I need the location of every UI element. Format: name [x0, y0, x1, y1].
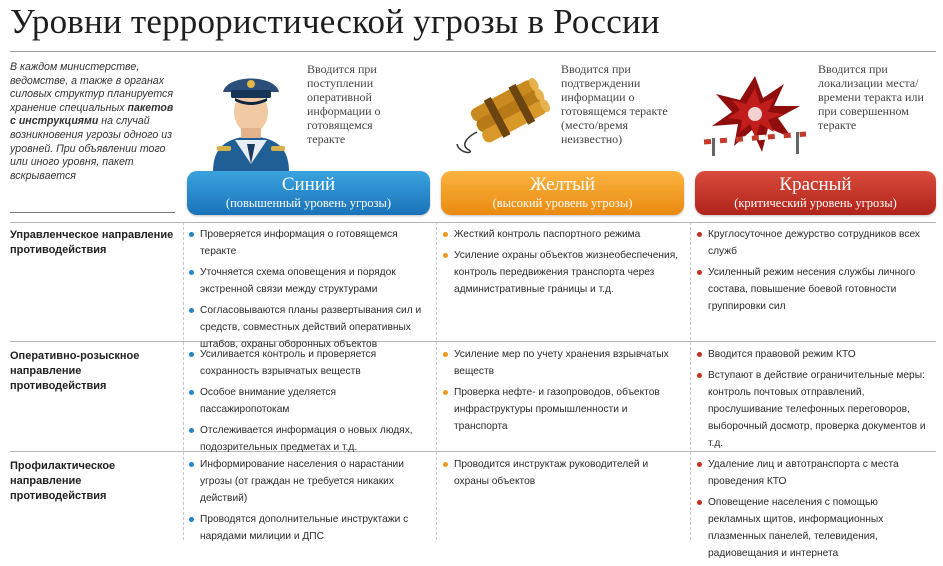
list-item: [441, 346, 681, 380]
item-text: Проводятся дополнительные инструктажи с нарядами милиции и ДПС: [200, 514, 409, 542]
level-subtitle: (повышенный уровень угрозы): [225, 196, 392, 210]
bullet-icon: [443, 390, 448, 395]
list-item: [441, 226, 681, 243]
police-officer-icon: [205, 60, 297, 172]
cell-preventive-yellow: [441, 456, 681, 494]
level-subtitle: (критический уровень угрозы): [734, 196, 897, 210]
intro-part-2: на случай возникновения угрозы одного из уровней. При объявлении того или иного уровня, пакет вскрывается: [10, 115, 173, 182]
item-text: Усиливается контроль и проверяется сохранность взрывчатых веществ: [200, 349, 377, 377]
item-text: Согласовываются планы развертывания сил и средств, совместных действий оперативных штабов, охраны оборонных объектов: [200, 305, 422, 350]
bullet-icon: [443, 253, 448, 258]
cell-preventive-red: [695, 456, 929, 566]
list-item: [187, 226, 425, 260]
row-divider: [10, 222, 936, 223]
item-text: Информирование населения о нарастании угрозы (от граждан не требуется никаких действий): [200, 459, 404, 504]
yellow-level-intro: Вводится при подтверждении информации о готовящемся теракте (место/время неизвестно): [561, 62, 668, 146]
bullet-icon: [189, 517, 194, 522]
list-item: [187, 346, 425, 380]
row-divider: [10, 341, 936, 342]
bullet-icon: [189, 390, 194, 395]
blue-level-intro: Вводится при поступлении оперативной информации о готовящемся теракте: [307, 62, 381, 146]
list-item: [187, 422, 425, 456]
item-text: Проверка нефте- и газопроводов, объектов инфраструктуры промышленности и транспорта: [454, 387, 660, 432]
list-item: [441, 384, 681, 435]
list-item: [187, 456, 425, 507]
bullet-icon: [697, 352, 702, 357]
list-item: [695, 494, 929, 562]
row-label-management: Управленческое направление противодействия: [10, 229, 174, 256]
item-text: Отслеживается информация о новых людях, подозрительных предметах и т.д.: [200, 425, 413, 453]
cell-management-yellow: [441, 226, 681, 302]
list-item: [695, 264, 927, 315]
intro-text: [10, 61, 182, 183]
bullet-icon: [697, 500, 702, 505]
item-text: Уточняется схема оповещения и порядок экстренной связи между структурами: [200, 267, 396, 295]
dynamite-icon: [455, 74, 555, 156]
bullet-icon: [189, 428, 194, 433]
item-text: Усиленный режим несения службы личного состава, повышение боевой готовности группировки сил: [708, 267, 916, 312]
title-divider: [10, 51, 936, 52]
bullet-icon: [443, 232, 448, 237]
item-text: Проверяется информация о готовящемся теракте: [200, 229, 398, 257]
red-level-intro: Вводится при локализации места/времени теракта или при совершенном теракте: [818, 62, 924, 132]
intro-bold: пакетов с инструкциями: [10, 101, 174, 128]
item-text: Проводится инструктаж руководителей и охраны объектов: [454, 459, 649, 487]
column-divider: [436, 222, 437, 540]
item-text: Круглосуточное дежурство сотрудников всех служб: [708, 229, 920, 257]
column-divider: [183, 222, 184, 540]
item-text: Удаление лиц и автотранспорта с места проведения КТО: [708, 459, 899, 487]
cell-management-blue: [187, 226, 425, 357]
cell-operational-red: [695, 346, 931, 456]
item-text: Усиление охраны объектов жизнеобеспечения, контроль передвижения транспорта через административные границы и т.д.: [454, 250, 679, 295]
level-red-header: [695, 171, 936, 215]
item-text: Оповещение населения с помощью рекламных щитов, информационных плазменных панелей, телевидения, радиовещания и интернета: [708, 497, 884, 559]
item-text: Вступают в действие ограничительные меры: контроль почтовых отправлений, прослушивание телефонных переговоров, выборочный досмотр, проверка документов и т.д.: [708, 370, 926, 449]
level-blue-header: [187, 171, 430, 215]
level-subtitle: (высокий уровень угрозы): [492, 196, 633, 210]
cell-management-red: [695, 226, 927, 319]
bullet-icon: [189, 308, 194, 313]
level-name: Синий: [281, 174, 336, 195]
row-label-preventive: Профилактическое направление противодействия: [10, 460, 116, 502]
intro-part-1: В каждом министерстве, ведомстве, а также в органах силовых структур планируется хранение специальных: [10, 61, 173, 114]
bullet-icon: [697, 373, 702, 378]
intro-divider: [10, 212, 175, 213]
bullet-icon: [443, 352, 448, 357]
bullet-icon: [189, 352, 194, 357]
item-text: Вводится правовой режим КТО: [708, 349, 856, 360]
page-title: Уровни террористической угрозы в России: [10, 2, 660, 41]
level-name: Желтый: [529, 174, 596, 195]
bullet-icon: [697, 270, 702, 275]
list-item: [695, 456, 929, 490]
bullet-icon: [697, 232, 702, 237]
list-item: [695, 226, 927, 260]
bullet-icon: [189, 232, 194, 237]
list-item: [441, 247, 681, 298]
item-text: Жесткий контроль паспортного режима: [454, 229, 641, 240]
column-divider: [690, 222, 691, 540]
list-item: [695, 367, 931, 452]
list-item: [187, 511, 425, 545]
list-item: [187, 384, 425, 418]
cell-preventive-blue: [187, 456, 425, 549]
cell-operational-yellow: [441, 346, 681, 439]
cell-operational-blue: [187, 346, 425, 460]
item-text: Усиление мер по учету хранения взрывчатых веществ: [454, 349, 669, 377]
bullet-icon: [189, 270, 194, 275]
bullet-icon: [443, 462, 448, 467]
list-item: [187, 264, 425, 298]
item-text: Особое внимание уделяется пассажиропотокам: [200, 387, 336, 415]
row-label-operational: Оперативно-розыскное направление противодействия: [10, 350, 140, 392]
bullet-icon: [697, 462, 702, 467]
explosion-icon: [700, 72, 810, 162]
list-item: [695, 346, 931, 363]
level-yellow-header: [441, 171, 684, 215]
level-name: Красный: [779, 174, 852, 195]
bullet-icon: [189, 462, 194, 467]
list-item: [441, 456, 681, 490]
